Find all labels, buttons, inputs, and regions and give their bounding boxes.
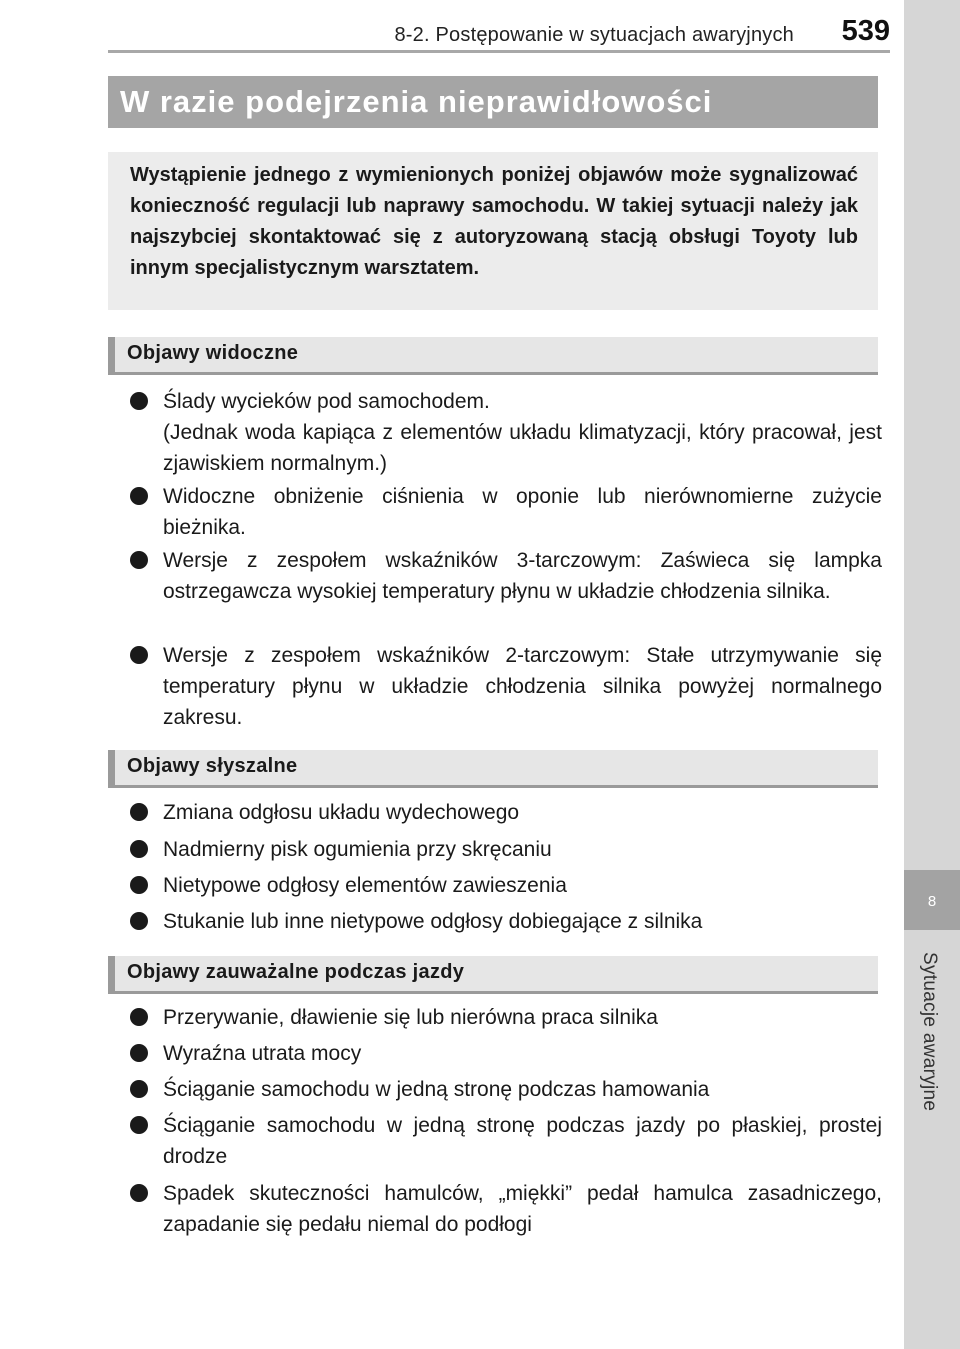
list-item [130, 797, 882, 828]
bullet-icon [130, 1044, 148, 1062]
list-item [130, 1074, 882, 1105]
list-item-text: Ściąganie samochodu w jedną stronę podczas hamowania [163, 1078, 710, 1101]
list-item-note: (Jednak woda kapiąca z elementów układu klimatyzacji, który pracował, jest zjawiskiem normalnym.) [163, 421, 882, 475]
list-item [130, 870, 882, 901]
list-item [130, 1110, 882, 1172]
subheading-audible [108, 750, 878, 788]
subheading-label: Objawy widoczne [127, 342, 299, 364]
list-item [130, 386, 882, 479]
section-title: 8-2. Postępowanie w sytuacjach awaryjnych [394, 24, 794, 46]
list-item [130, 481, 882, 543]
bullet-icon [130, 1184, 148, 1202]
intro-box [108, 152, 878, 310]
subheading-driving [108, 956, 878, 994]
subheading-label: Objawy słyszalne [127, 755, 298, 777]
list-item-text: Ślady wycieków pod samochodem. [163, 390, 490, 413]
list-item-text: Nietypowe odgłosy elementów zawieszenia [163, 874, 567, 897]
list-item [130, 545, 882, 607]
list-item-text: Ściąganie samochodu w jedną stronę podczas jazdy po płaskiej, prostej drodze [163, 1114, 882, 1168]
bullet-icon [130, 876, 148, 894]
bullet-icon [130, 1080, 148, 1098]
bullet-icon [130, 803, 148, 821]
bullet-icon [130, 912, 148, 930]
intro-text: Wystąpienie jednego z wymienionych poniżej objawów może sygnalizować konieczność regulacji lub naprawy samochodu. W takiej sytuacji należy jak najszybciej skontaktować się z autoryzowaną stacją obsługi Toyoty lub innym specjalistycznym warsztatem. [130, 164, 858, 279]
list-item [130, 1038, 882, 1069]
subheading-label: Objawy zauważalne podczas jazdy [127, 961, 465, 983]
list-item-text: Wersje z zespołem wskaźników 3-tarczowym: Zaświeca się lampka ostrzegawcza wysokiej temperatury płynu w układzie chłodzenia silnika. [163, 549, 882, 603]
list-item-text: Stukanie lub inne nietypowe odgłosy dobiegające z silnika [163, 910, 703, 933]
subheading-visible [108, 337, 878, 375]
chapter-title: Sytuacje awaryjne [919, 952, 940, 1112]
page-title: W razie podejrzenia nieprawidłowości [120, 84, 713, 119]
chapter-side-tab [904, 0, 960, 1349]
list-item-text: Spadek skuteczności hamulców, „miękki” pedał hamulca zasadniczego, zapadanie się pedału niemal do podłogi [163, 1182, 882, 1236]
bullet-icon [130, 487, 148, 505]
list-item-text: Zmiana odgłosu układu wydechowego [163, 801, 520, 824]
list-item-text: Wyraźna utrata mocy [163, 1042, 362, 1065]
list-item-text: Widoczne obniżenie ciśnienia w oponie lub nierównomierne zużycie bieżnika. [163, 485, 882, 539]
list-item-text: Nadmierny pisk ogumienia przy skręcaniu [163, 838, 552, 861]
list-item [130, 906, 882, 937]
list-item [130, 640, 882, 733]
list-item [130, 834, 882, 865]
bullet-icon [130, 1008, 148, 1026]
list-item [130, 1178, 882, 1240]
list-item-text: Przerywanie, dławienie się lub nierówna praca silnika [163, 1006, 658, 1029]
bullet-icon [130, 1116, 148, 1134]
list-item-text: Wersje z zespołem wskaźników 2-tarczowym: Stałe utrzymywanie się temperatury płynu w układzie chłodzenia silnika powyżej normalnego zakresu. [163, 644, 882, 729]
bullet-icon [130, 392, 148, 410]
bullet-icon [130, 840, 148, 858]
page-title-bar [108, 76, 878, 128]
page-header [108, 8, 890, 53]
bullet-icon [130, 551, 148, 569]
list-item [130, 1002, 882, 1033]
chapter-number: 8 [927, 893, 937, 910]
page-number: 539 [841, 15, 890, 47]
bullet-icon [130, 646, 148, 664]
